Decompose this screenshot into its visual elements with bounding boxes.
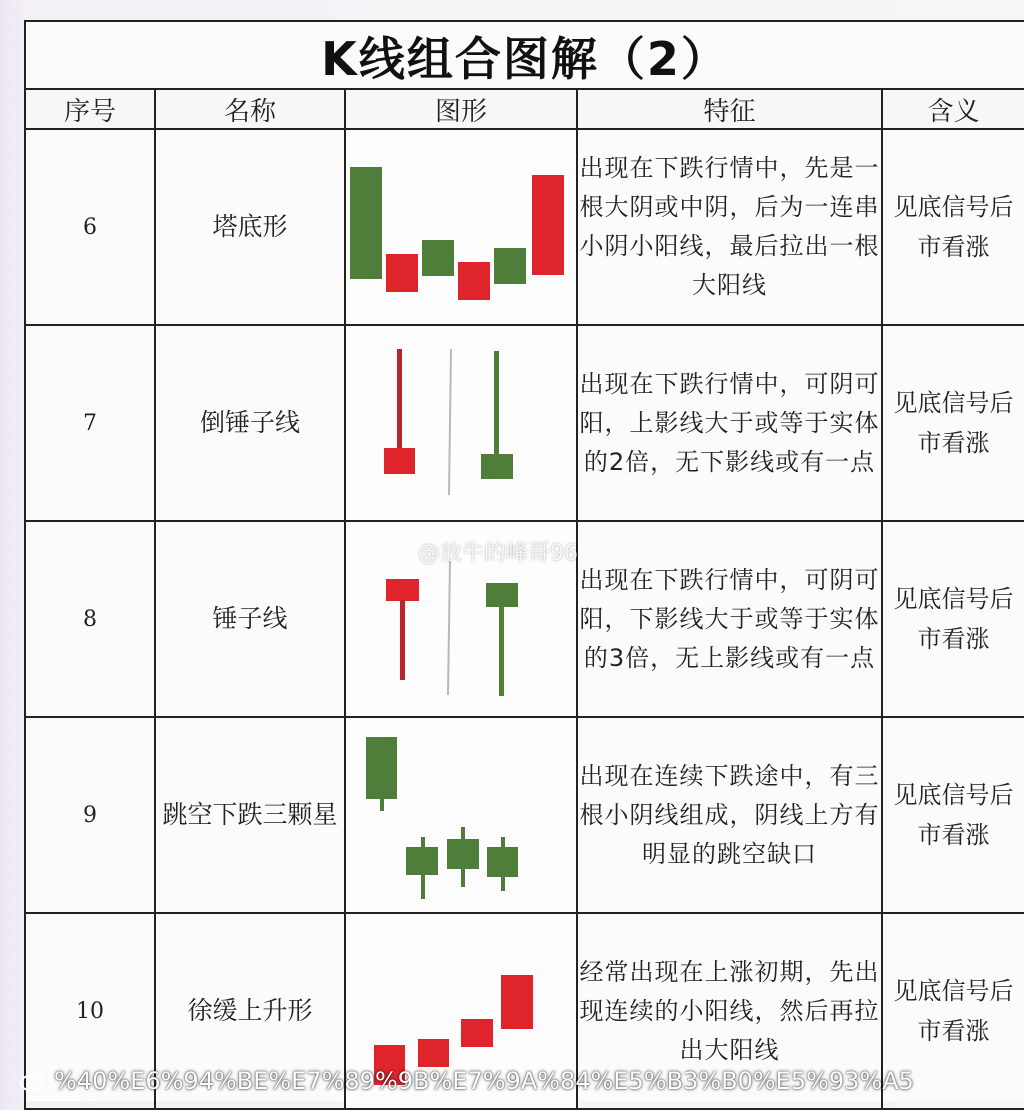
pattern-meaning: 见底信号后市看涨 xyxy=(882,521,1024,717)
pattern-figure-gap-down-three-stars xyxy=(345,717,577,913)
pattern-name: 锤子线 xyxy=(155,521,345,717)
tower-bottom-graphic xyxy=(346,131,574,323)
candle-red-wick xyxy=(397,349,402,449)
candle-red-body xyxy=(386,579,419,601)
header-meaning: 含义 xyxy=(882,89,1024,129)
pattern-figure-inverted-hammer xyxy=(345,325,577,521)
pattern-name: 徐缓上升形 xyxy=(155,913,345,1109)
candle-green-body xyxy=(447,839,479,869)
candle-green xyxy=(494,248,526,284)
candle-red xyxy=(386,254,418,292)
pattern-meaning: 见底信号后市看涨 xyxy=(882,717,1024,913)
candle-green-body xyxy=(487,847,518,877)
candle-green-wick xyxy=(494,351,499,455)
pattern-figure-tower-bottom xyxy=(345,129,577,325)
pattern-feature: 出现在下跌行情中，先是一根大阴或中阴，后为一连串小阴小阳线，最后拉出一根大阳线 xyxy=(577,129,882,325)
table-row xyxy=(25,129,1024,325)
separator-line xyxy=(448,561,450,695)
table-row xyxy=(25,717,1024,913)
header-name: 名称 xyxy=(155,89,345,129)
pattern-feature: 出现在下跌行情中，可阴可阳，上影线大于或等于实体的2倍，无下影线或有一点 xyxy=(577,325,882,521)
candle-green-body xyxy=(486,583,518,607)
pattern-feature: 出现在下跌行情中，可阴可阳，下影线大于或等于实体的3倍，无上影线或有一点 xyxy=(577,521,882,717)
separator-line xyxy=(449,349,451,495)
candle-green-body xyxy=(406,847,438,875)
candle-red xyxy=(458,262,490,300)
pattern-table xyxy=(24,88,1024,1110)
pattern-feature: 经常出现在上涨初期，先出现连续的小阳线，然后再拉出大阳线 xyxy=(577,913,882,1109)
candle-green xyxy=(350,167,382,279)
pattern-name: 跳空下跌三颗星 xyxy=(155,717,345,913)
candle-red xyxy=(532,175,564,275)
candle-green-wick xyxy=(499,606,504,696)
table-row xyxy=(25,325,1024,521)
candle-green xyxy=(422,240,454,276)
header-number: 序号 xyxy=(25,89,155,129)
candle-red xyxy=(461,1019,493,1047)
candle-red xyxy=(418,1039,449,1067)
header-row xyxy=(25,89,1024,129)
row-number: 6 xyxy=(25,129,155,325)
pattern-feature: 出现在连续下跌途中，有三根小阴线组成，阴线上方有明显的跳空缺口 xyxy=(577,717,882,913)
pattern-meaning: 见底信号后市看涨 xyxy=(882,913,1024,1109)
row-number: 7 xyxy=(25,325,155,521)
row-number: 9 xyxy=(25,717,155,913)
candle-red-body xyxy=(384,448,415,474)
candle-green-body xyxy=(366,737,397,799)
pattern-meaning: 见底信号后市看涨 xyxy=(882,129,1024,325)
pattern-meaning: 见底信号后市看涨 xyxy=(882,325,1024,521)
row-number: 10 xyxy=(25,913,155,1109)
candle-red xyxy=(501,975,533,1029)
pattern-name: 倒锤子线 xyxy=(155,325,345,521)
inverted-hammer-graphic xyxy=(346,327,574,519)
watermark-url-text: %40%E6%94%BE%E7%89%9B%E7%9A%84%E5%B3%B0%E5%93%A5 xyxy=(54,1067,914,1095)
page-title: K线组合图解（2） xyxy=(24,20,1024,90)
candle-green-body xyxy=(481,454,513,479)
row-number: 8 xyxy=(25,521,155,717)
watermark-text: @放牛的峰哥96 xyxy=(418,541,578,566)
header-feature: 特征 xyxy=(577,89,882,129)
candle-red-wick xyxy=(400,600,405,680)
candle-green-wick xyxy=(380,797,384,811)
header-figure: 图形 xyxy=(345,89,577,129)
pattern-name: 塔底形 xyxy=(155,129,345,325)
gap-down-three-stars-graphic xyxy=(346,719,574,911)
weibo-icon xyxy=(20,1070,46,1092)
bottom-watermark xyxy=(20,1067,914,1095)
